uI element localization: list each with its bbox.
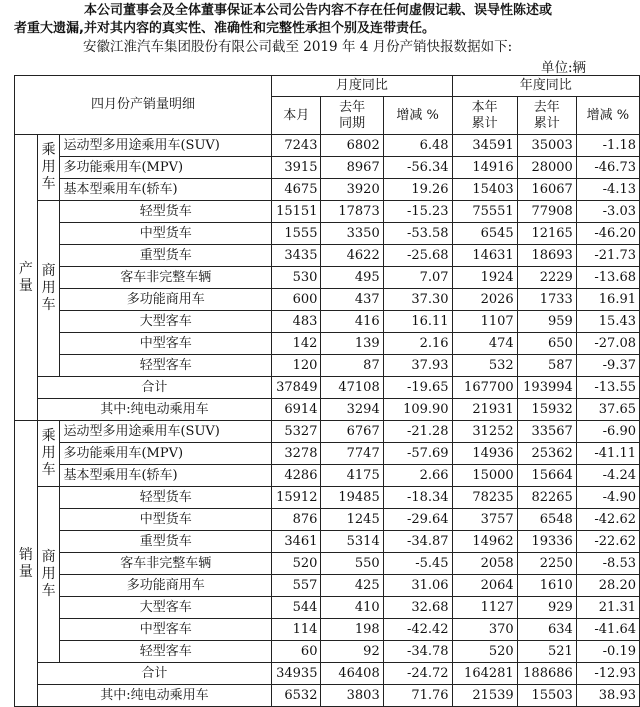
cell-monthly-change: -19.65	[383, 377, 452, 399]
cell-last-year-ytd: 82265	[517, 487, 576, 509]
cell-yearly-change: 15.43	[576, 311, 639, 333]
col-ytd-2: 累计	[471, 115, 498, 131]
cell-ytd: 15000	[452, 465, 517, 487]
col-last-year-ytd-2: 累计	[533, 115, 560, 131]
cell-last-year-ytd: 2229	[517, 267, 576, 289]
cell-last-year-ytd: 35003	[517, 135, 576, 157]
cell-last-year-ytd: 16067	[517, 179, 576, 201]
row-label: 重型货车	[60, 245, 272, 267]
cell-last-year-ytd: 77908	[517, 201, 576, 223]
cell-monthly-change: 6.48	[383, 135, 452, 157]
table-row	[15, 421, 640, 443]
cell-last-year-same: 410	[321, 597, 383, 619]
cell-yearly-change: -9.37	[576, 355, 639, 377]
cell-ytd: 14936	[452, 443, 517, 465]
col-yearly-change: 增减 %	[576, 97, 639, 135]
vertical-char: 车	[41, 462, 56, 478]
cell-last-year-ytd: 634	[517, 619, 576, 641]
col-last-year-same	[321, 97, 383, 135]
cell-last-year-ytd: 28000	[517, 157, 576, 179]
table-row	[15, 531, 640, 553]
cell-last-year-same: 1245	[321, 509, 383, 531]
cell-last-year-ytd: 18693	[517, 245, 576, 267]
table-row	[15, 245, 640, 267]
cell-last-year-ytd: 2250	[517, 553, 576, 575]
cell-last-year-ytd: 1733	[517, 289, 576, 311]
cell-yearly-change: -4.90	[576, 487, 639, 509]
cell-this-month: 60	[272, 641, 321, 663]
section-label	[15, 135, 38, 421]
cell-this-month: 15912	[272, 487, 321, 509]
table-title: 四月份产销量明细	[15, 76, 272, 135]
cell-monthly-change: 109.90	[383, 399, 452, 421]
cell-monthly-change: 37.93	[383, 355, 452, 377]
vertical-char: 乘	[41, 428, 56, 444]
cell-ytd: 14962	[452, 531, 517, 553]
cell-yearly-change: -0.19	[576, 641, 639, 663]
cell-last-year-ytd: 193994	[517, 377, 576, 399]
vertical-char: 商	[41, 263, 56, 279]
cell-last-year-same: 437	[321, 289, 383, 311]
cell-this-month: 3915	[272, 157, 321, 179]
cell-last-year-ytd: 521	[517, 641, 576, 663]
cell-ytd: 1107	[452, 311, 517, 333]
cell-ytd: 2026	[452, 289, 517, 311]
row-label: 大型客车	[60, 597, 272, 619]
group-label-commercial	[37, 487, 60, 663]
row-label: 基本型乘用车(轿车)	[60, 465, 272, 487]
vertical-char: 车	[41, 583, 56, 599]
cell-last-year-ytd: 12165	[517, 223, 576, 245]
cell-ytd: 532	[452, 355, 517, 377]
cell-monthly-change: -25.68	[383, 245, 452, 267]
cell-yearly-change: -46.73	[576, 157, 639, 179]
table-row	[15, 355, 640, 377]
cell-last-year-ytd: 19336	[517, 531, 576, 553]
cell-this-month: 3461	[272, 531, 321, 553]
row-label: 客车非完整车辆	[60, 553, 272, 575]
cell-ytd: 474	[452, 333, 517, 355]
cell-last-year-ytd: 33567	[517, 421, 576, 443]
cell-monthly-change: 7.07	[383, 267, 452, 289]
table-row	[15, 443, 640, 465]
cell-this-month: 1555	[272, 223, 321, 245]
cell-last-year-ytd: 15503	[517, 685, 576, 707]
notice-line-2: 者重大遗漏,并对其内容的真实性、准确性和完整性承担个别及连带责任。	[14, 21, 435, 36]
cell-yearly-change: 37.65	[576, 399, 639, 421]
vertical-char: 乘	[41, 142, 56, 158]
row-label: 基本型乘用车(轿车)	[60, 179, 272, 201]
cell-ytd: 167700	[452, 377, 517, 399]
vertical-char: 销	[18, 546, 33, 563]
notice-line-3: 安徽江淮汽车集团股份有限公司截至 2019 年 4 月份产销快报数据如下:	[83, 39, 513, 55]
vertical-char: 用	[41, 445, 56, 461]
row-label: 轻型货车	[60, 487, 272, 509]
cell-monthly-change: 19.26	[383, 179, 452, 201]
row-label: 中型货车	[60, 223, 272, 245]
notice-line-1: 本公司董事会及全体董事保证本公司公告内容不存在任何虚假记载、误导性陈述或	[84, 3, 553, 18]
row-label: 重型货车	[60, 531, 272, 553]
monthly-group-header: 月度同比	[272, 76, 452, 97]
col-last-year-same-2: 同期	[339, 115, 366, 131]
cell-last-year-ytd: 15932	[517, 399, 576, 421]
cell-yearly-change: -41.11	[576, 443, 639, 465]
cell-last-year-same: 3350	[321, 223, 383, 245]
cell-ytd: 31252	[452, 421, 517, 443]
table-row	[15, 575, 640, 597]
cell-ytd: 1127	[452, 597, 517, 619]
table-row	[15, 267, 640, 289]
row-label: 运动型多用途乘用车(SUV)	[60, 421, 272, 443]
cell-monthly-change: -5.45	[383, 553, 452, 575]
vertical-char: 用	[41, 159, 56, 175]
table-row	[15, 509, 640, 531]
cell-last-year-same: 6767	[321, 421, 383, 443]
vertical-char: 车	[41, 297, 56, 313]
cell-ytd: 370	[452, 619, 517, 641]
table-row	[15, 179, 640, 201]
row-label: 大型客车	[60, 311, 272, 333]
cell-last-year-ytd: 929	[517, 597, 576, 619]
cell-monthly-change: -24.72	[383, 663, 452, 685]
cell-ytd: 520	[452, 641, 517, 663]
cell-monthly-change: -29.64	[383, 509, 452, 531]
cell-last-year-same: 7747	[321, 443, 383, 465]
table-row	[15, 333, 640, 355]
cell-yearly-change: -13.55	[576, 377, 639, 399]
cell-last-year-same: 46408	[321, 663, 383, 685]
row-label: 轻型客车	[60, 641, 272, 663]
table-row	[15, 311, 640, 333]
cell-yearly-change: -21.73	[576, 245, 639, 267]
yearly-group-header: 年度同比	[452, 76, 639, 97]
cell-last-year-same: 3294	[321, 399, 383, 421]
cell-last-year-same: 3920	[321, 179, 383, 201]
vertical-char: 量	[18, 563, 33, 580]
cell-last-year-same: 4622	[321, 245, 383, 267]
cell-ytd: 78235	[452, 487, 517, 509]
vertical-char: 量	[18, 277, 33, 294]
cell-this-month: 3435	[272, 245, 321, 267]
vertical-char: 商	[41, 549, 56, 565]
cell-this-month: 142	[272, 333, 321, 355]
cell-monthly-change: 2.66	[383, 465, 452, 487]
cell-this-month: 5327	[272, 421, 321, 443]
ev-label: 其中:纯电动乘用车	[37, 685, 271, 707]
cell-last-year-ytd: 1610	[517, 575, 576, 597]
cell-last-year-same: 19485	[321, 487, 383, 509]
cell-last-year-ytd: 650	[517, 333, 576, 355]
cell-this-month: 120	[272, 355, 321, 377]
table-row	[15, 465, 640, 487]
cell-ytd: 15403	[452, 179, 517, 201]
cell-last-year-same: 92	[321, 641, 383, 663]
cell-this-month: 6914	[272, 399, 321, 421]
cell-this-month: 557	[272, 575, 321, 597]
cell-yearly-change: -1.18	[576, 135, 639, 157]
cell-this-month: 520	[272, 553, 321, 575]
cell-yearly-change: -46.20	[576, 223, 639, 245]
cell-ytd: 21539	[452, 685, 517, 707]
table-row	[15, 553, 640, 575]
cell-last-year-ytd: 6548	[517, 509, 576, 531]
cell-yearly-change: -41.64	[576, 619, 639, 641]
cell-yearly-change: 21.31	[576, 597, 639, 619]
vertical-char: 用	[41, 566, 56, 582]
cell-this-month: 544	[272, 597, 321, 619]
total-row	[15, 663, 640, 685]
cell-monthly-change: -56.34	[383, 157, 452, 179]
cell-monthly-change: 31.06	[383, 575, 452, 597]
cell-this-month: 15151	[272, 201, 321, 223]
cell-yearly-change: -42.62	[576, 509, 639, 531]
row-label: 中型货车	[60, 509, 272, 531]
cell-monthly-change: -21.28	[383, 421, 452, 443]
cell-ytd: 75551	[452, 201, 517, 223]
col-last-year-same-1: 去年	[339, 99, 366, 115]
table-row	[15, 135, 640, 157]
cell-this-month: 530	[272, 267, 321, 289]
cell-monthly-change: -18.34	[383, 487, 452, 509]
col-last-year-ytd	[517, 97, 576, 135]
cell-monthly-change: 71.76	[383, 685, 452, 707]
cell-yearly-change: 38.93	[576, 685, 639, 707]
total-label: 合计	[37, 663, 271, 685]
cell-this-month: 483	[272, 311, 321, 333]
row-label: 轻型货车	[60, 201, 272, 223]
cell-last-year-same: 4175	[321, 465, 383, 487]
cell-monthly-change: 2.16	[383, 333, 452, 355]
cell-yearly-change: -4.24	[576, 465, 639, 487]
cell-this-month: 6532	[272, 685, 321, 707]
cell-last-year-same: 495	[321, 267, 383, 289]
cell-last-year-ytd: 188686	[517, 663, 576, 685]
total-label: 合计	[37, 377, 271, 399]
cell-ytd: 3757	[452, 509, 517, 531]
cell-last-year-same: 8967	[321, 157, 383, 179]
cell-last-year-same: 3803	[321, 685, 383, 707]
cell-this-month: 34935	[272, 663, 321, 685]
cell-ytd: 21931	[452, 399, 517, 421]
group-label-passenger	[37, 135, 60, 201]
cell-yearly-change: -13.68	[576, 267, 639, 289]
cell-yearly-change: -12.93	[576, 663, 639, 685]
cell-monthly-change: -15.23	[383, 201, 452, 223]
cell-last-year-same: 139	[321, 333, 383, 355]
cell-this-month: 600	[272, 289, 321, 311]
col-ytd	[452, 97, 517, 135]
cell-monthly-change: 32.68	[383, 597, 452, 619]
col-last-year-ytd-1: 去年	[533, 99, 560, 115]
cell-monthly-change: -57.69	[383, 443, 452, 465]
cell-last-year-same: 17873	[321, 201, 383, 223]
group-label-passenger	[37, 421, 60, 487]
ev-row	[15, 685, 640, 707]
cell-last-year-same: 87	[321, 355, 383, 377]
cell-yearly-change: 28.20	[576, 575, 639, 597]
cell-yearly-change: -27.08	[576, 333, 639, 355]
row-label: 中型客车	[60, 619, 272, 641]
cell-this-month: 4675	[272, 179, 321, 201]
cell-ytd: 1924	[452, 267, 517, 289]
vertical-char: 产	[18, 260, 33, 277]
cell-monthly-change: 16.11	[383, 311, 452, 333]
table-row	[15, 223, 640, 245]
cell-ytd: 2058	[452, 553, 517, 575]
row-label: 多功能商用车	[60, 575, 272, 597]
cell-this-month: 37849	[272, 377, 321, 399]
cell-yearly-change: -6.90	[576, 421, 639, 443]
row-label: 客车非完整车辆	[60, 267, 272, 289]
cell-monthly-change: -34.78	[383, 641, 452, 663]
cell-last-year-ytd: 25362	[517, 443, 576, 465]
row-label: 轻型客车	[60, 355, 272, 377]
section-label	[15, 421, 38, 707]
cell-last-year-ytd: 959	[517, 311, 576, 333]
cell-yearly-change: 16.91	[576, 289, 639, 311]
vertical-char: 用	[41, 280, 56, 296]
cell-yearly-change: -3.03	[576, 201, 639, 223]
col-ytd-1: 本年	[471, 99, 498, 115]
cell-last-year-same: 47108	[321, 377, 383, 399]
cell-ytd: 6545	[452, 223, 517, 245]
ev-row	[15, 399, 640, 421]
cell-last-year-same: 5314	[321, 531, 383, 553]
cell-last-year-ytd: 15664	[517, 465, 576, 487]
row-label: 多功能商用车	[60, 289, 272, 311]
table-row	[15, 641, 640, 663]
total-row	[15, 377, 640, 399]
col-monthly-change: 增减 %	[383, 97, 452, 135]
table-row	[15, 289, 640, 311]
cell-this-month: 876	[272, 509, 321, 531]
cell-ytd: 164281	[452, 663, 517, 685]
cell-ytd: 2064	[452, 575, 517, 597]
vertical-char: 车	[41, 176, 56, 192]
cell-yearly-change: -4.13	[576, 179, 639, 201]
cell-monthly-change: -34.87	[383, 531, 452, 553]
row-label: 多功能乘用车(MPV)	[60, 443, 272, 465]
row-label: 多功能乘用车(MPV)	[60, 157, 272, 179]
cell-this-month: 4286	[272, 465, 321, 487]
table-row	[15, 487, 640, 509]
cell-last-year-same: 550	[321, 553, 383, 575]
cell-last-year-same: 425	[321, 575, 383, 597]
cell-last-year-same: 198	[321, 619, 383, 641]
cell-monthly-change: -53.58	[383, 223, 452, 245]
table-row	[15, 157, 640, 179]
table-row	[15, 597, 640, 619]
cell-last-year-same: 416	[321, 311, 383, 333]
ev-label: 其中:纯电动乘用车	[37, 399, 271, 421]
sales-table	[14, 75, 640, 707]
cell-monthly-change: 37.30	[383, 289, 452, 311]
cell-yearly-change: -22.62	[576, 531, 639, 553]
cell-ytd: 14916	[452, 157, 517, 179]
table-row	[15, 619, 640, 641]
cell-last-year-same: 6802	[321, 135, 383, 157]
cell-last-year-ytd: 587	[517, 355, 576, 377]
cell-monthly-change: -42.42	[383, 619, 452, 641]
cell-this-month: 114	[272, 619, 321, 641]
cell-this-month: 3278	[272, 443, 321, 465]
cell-ytd: 34591	[452, 135, 517, 157]
row-label: 中型客车	[60, 333, 272, 355]
unit-label: 单位:辆	[541, 60, 587, 76]
table-row	[15, 201, 640, 223]
cell-yearly-change: -8.53	[576, 553, 639, 575]
row-label: 运动型多用途乘用车(SUV)	[60, 135, 272, 157]
group-label-commercial	[37, 201, 60, 377]
cell-this-month: 7243	[272, 135, 321, 157]
col-this-month: 本月	[272, 97, 321, 135]
cell-ytd: 14631	[452, 245, 517, 267]
